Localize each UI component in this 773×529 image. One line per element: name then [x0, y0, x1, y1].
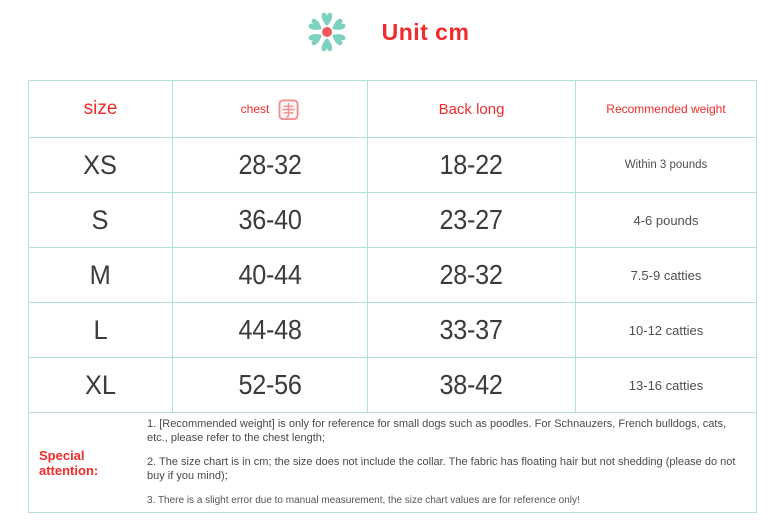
weight-cell: 7.5-9 catties [576, 248, 757, 303]
col-header-recommended-weight [576, 81, 757, 138]
table-row-l [29, 303, 757, 358]
col-header-size-label: size [83, 98, 118, 119]
back-long-cell: 28-32 [368, 248, 576, 303]
special-attention-label: Special attention: [39, 447, 99, 478]
size-chart-table [28, 80, 757, 513]
col-header-size [29, 81, 173, 138]
col-header-recommended-weight-label: Recommended weight [606, 102, 726, 116]
chest-cell: 44-48 [173, 303, 368, 358]
weight-cell: 10-12 catties [576, 303, 757, 358]
size-cell: XS [29, 138, 173, 193]
chest-cell: 52-56 [173, 358, 368, 413]
col-header-back-long-label: Back long [438, 100, 505, 118]
back-long-cell: 33-37 [368, 303, 576, 358]
header-row [29, 81, 757, 138]
col-header-back-long [368, 81, 576, 138]
size-cell: L [29, 303, 173, 358]
chest-cell: 28-32 [173, 138, 368, 193]
weight-cell: Within 3 pounds [576, 138, 757, 193]
notes-list [147, 413, 756, 512]
weight-cell: 13-16 catties [576, 358, 757, 413]
table-row-s [29, 193, 757, 248]
back-long-cell: 23-27 [368, 193, 576, 248]
note-line-3: 3. There is a slight error due to manual measurement, the size chart values are for reference only! [147, 494, 580, 506]
size-cell: XL [29, 358, 173, 413]
note-line-2: 2. The size chart is in cm; the size does not include the collar. The fabric has floating hair but not shedding (please do not buy if you mind); [147, 456, 736, 482]
notes-row [29, 413, 757, 513]
back-long-cell: 38-42 [368, 358, 576, 413]
chest-cell: 36-40 [173, 193, 368, 248]
weight-cell: 4-6 pounds [576, 193, 757, 248]
col-header-chest-label: chest [240, 102, 270, 116]
unit-label: Unit cm [381, 18, 470, 45]
size-cell: S [29, 193, 173, 248]
table-row-xl [29, 358, 757, 413]
col-header-chest [173, 81, 368, 138]
table-row-m [29, 248, 757, 303]
page-header [0, 6, 773, 58]
note-line-1: 1. [Recommended weight] is only for reference for small dogs such as poodles. For Schnauzers, French bulldogs, cats, etc., please refer to the chest length; [147, 417, 727, 444]
table-row-xs [29, 138, 757, 193]
notes-cell [29, 413, 757, 513]
flower-icon [304, 9, 350, 55]
chest-girth-stamp-icon [278, 98, 299, 121]
back-long-cell: 18-22 [368, 138, 576, 193]
chest-cell: 40-44 [173, 248, 368, 303]
size-cell: M [29, 248, 173, 303]
